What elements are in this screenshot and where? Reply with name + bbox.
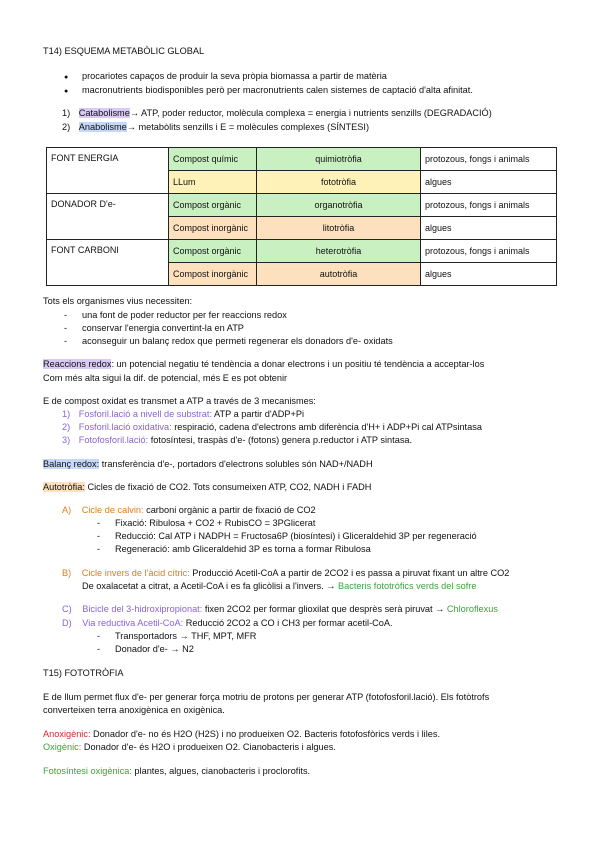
- term-balanc-redox: Balanç redox:: [43, 459, 100, 469]
- bullet-icon: ●: [64, 88, 69, 95]
- type-cell: heterotròfia: [257, 240, 421, 263]
- anoxigenic-line: Anoxigènic: Donador d'e- no és H2O (H2S) i no produeixen O2. Bacteris fotofosfòrics verds i liles.: [43, 729, 441, 739]
- cycle-a-sub: - Reducció: Cal ATP i NADPH = Fructosa6P (biosíntesi) i Gliceraldehid 3P per regeneració: [97, 531, 477, 541]
- term-autotrofia: Autotròfia:: [43, 482, 85, 492]
- examples-cell: algues: [421, 171, 557, 194]
- source-cell: Compost inorgànic: [169, 217, 257, 240]
- cycle-a: A) Cicle de calvin: carboni orgànic a partir de fixació de CO2: [62, 505, 316, 515]
- cycle-a-sub: - Regeneració: amb Gliceraldehid 3P es torna a formar Ribulosa: [97, 544, 371, 554]
- table-row: [47, 240, 557, 263]
- type-cell: autotròfia: [257, 263, 421, 286]
- autotrofia-paragraph: Autotròfia: Cicles de fixació de CO2. Tots consumeixen ATP, CO2, NADH i FADH: [43, 482, 372, 492]
- term-anoxigenic: Anoxigènic:: [43, 729, 91, 739]
- group-cell: FONT ENERGIA: [47, 148, 169, 194]
- examples-cell: protozous, fongs i animals: [421, 194, 557, 217]
- section-title-t14: T14) ESQUEMA METABÒLIC GLOBAL: [43, 46, 205, 56]
- metabolic-table: [46, 147, 557, 286]
- cycle-c: C) Bicicle del 3-hidroxipropionat: fixen 2CO2 per formar glioxilat que desprès serà piruvat → Chloroflexus: [62, 604, 498, 614]
- type-cell: organotròfia: [257, 194, 421, 217]
- atp-item: 2) Fosforil.lació oxidativa: respiració, cadena d'electrons amb diferència d'H+ i ADP+Pi cal ATPsintasa: [62, 422, 482, 432]
- redox-paragraph: Reaccions redox: un potencial negatiu té tendència a donar electrons i un positiu té tendència a acceptar-los: [43, 359, 485, 369]
- examples-cell: algues: [421, 263, 557, 286]
- type-cell: fototròfia: [257, 171, 421, 194]
- bullet-item: ● macronutrients biodisponibles però per macronutrients calen sistemes de captació d'alta afinitat.: [64, 85, 473, 95]
- term-anabolisme: Anabolisme: [78, 122, 127, 132]
- term-fotosintesi-oxigenica: Fotosíntesi oxigènica:: [43, 766, 132, 776]
- source-cell: Compost inorgànic: [169, 263, 257, 286]
- term-reaccions-redox: Reaccions redox: [43, 359, 112, 369]
- section-title-t15: T15) FOTOTRÒFIA: [43, 668, 124, 678]
- table-row: [47, 194, 557, 217]
- cycle-a-sub: - Fixació: Ribulosa + CO2 + RubisCO = 3PGlicerat: [97, 518, 316, 528]
- group-cell: FONT CARBONI: [47, 240, 169, 286]
- bullet-item: ● procariotes capaços de produir la seva pròpia biomassa a partir de matèria: [64, 71, 387, 81]
- cycle-d-sub: - Donador d'e- → N2: [97, 644, 194, 654]
- cycle-b: B) Cicle invers de l'àcid cítric: Producció Acetil-CoA a partir de 2CO2 i es passa a piruvat fixant un altre CO2: [62, 568, 510, 578]
- type-cell: litotròfia: [257, 217, 421, 240]
- term-catabolisme: Catabolisme: [78, 108, 130, 118]
- oxigenic-line: Oxigènic: Donador d'e- és H2O i produeixen O2. Cianobacteris i algues.: [43, 742, 336, 752]
- examples-cell: protozous, fongs i animals: [421, 240, 557, 263]
- list-item: - aconseguir un balanç redox que permeti regenerar els donadors d'e- oxidats: [64, 336, 393, 346]
- examples-cell: protozous, fongs i animals: [421, 148, 557, 171]
- group-cell: DONADOR D'e-: [47, 194, 169, 240]
- source-cell: LLum: [169, 171, 257, 194]
- fotosintesi-line: Fotosíntesi oxigènica: plantes, algues, cianobacteris i proclorofits.: [43, 766, 311, 776]
- examples-cell: algues: [421, 217, 557, 240]
- atp-item: 3) Fotofosforil.lació: fotosíntesi, traspàs d'e- (fotons) genera p.reductor i ATP sintasa.: [62, 435, 413, 445]
- bullet-icon: ●: [64, 74, 69, 81]
- cycle-d-sub: - Transportadors → THF, MPT, MFR: [97, 631, 257, 641]
- cycle-d: D) Via reductiva Acetil-CoA: Reducció 2CO2 a CO i CH3 per formar acetil-CoA.: [62, 618, 393, 628]
- t15-paragraph-line2: converteixen terra anoxigènica en oxigènica.: [43, 705, 225, 715]
- t15-paragraph-line1: E de llum permet flux d'e- per generar força motriu de protons per generar ATP (fotofosforil.lació). Els fotòtrofs: [43, 692, 490, 702]
- list-item: - una font de poder reductor per fer reaccions redox: [64, 310, 287, 320]
- numbered-item-anabolisme: 2) Anabolisme→ metabòlits senzills i E = molècules complexes (SÍNTESI): [62, 122, 370, 132]
- table-row: [47, 148, 557, 171]
- atp-intro: E de compost oxidat es transmet a ATP a través de 3 mecanismes:: [43, 396, 316, 406]
- type-cell: quimiotròfia: [257, 148, 421, 171]
- source-cell: Compost orgànic: [169, 240, 257, 263]
- source-cell: Compost químic: [169, 148, 257, 171]
- term-oxigenic: Oxigènic:: [43, 742, 82, 752]
- atp-item: 1) Fosforil.lació a nivell de substrat: ATP a partir d'ADP+Pi: [62, 409, 305, 419]
- balanc-paragraph: Balanç redox: transferència d'e-, portadors d'electrons solubles són NAD+/NADH: [43, 459, 373, 469]
- numbered-item-catabolisme: 1) Catabolisme→ ATP, poder reductor, molècula complexa = energia i nutrients senzills (DEGRADACIÓ): [62, 108, 492, 118]
- source-cell: Compost orgànic: [169, 194, 257, 217]
- cycle-b-line2: De oxalacetat a citrat, a Acetil-CoA i es fa glicòlisi a l'invers. → Bacteris fototròfics verds del sofre: [82, 581, 477, 591]
- list-item: - conservar l'energia convertint-la en ATP: [64, 323, 244, 333]
- needs-intro: Tots els organismes vius necessiten:: [43, 296, 193, 306]
- redox-line2: Com més alta sigui la dif. de potencial, més E es pot obtenir: [43, 373, 288, 383]
